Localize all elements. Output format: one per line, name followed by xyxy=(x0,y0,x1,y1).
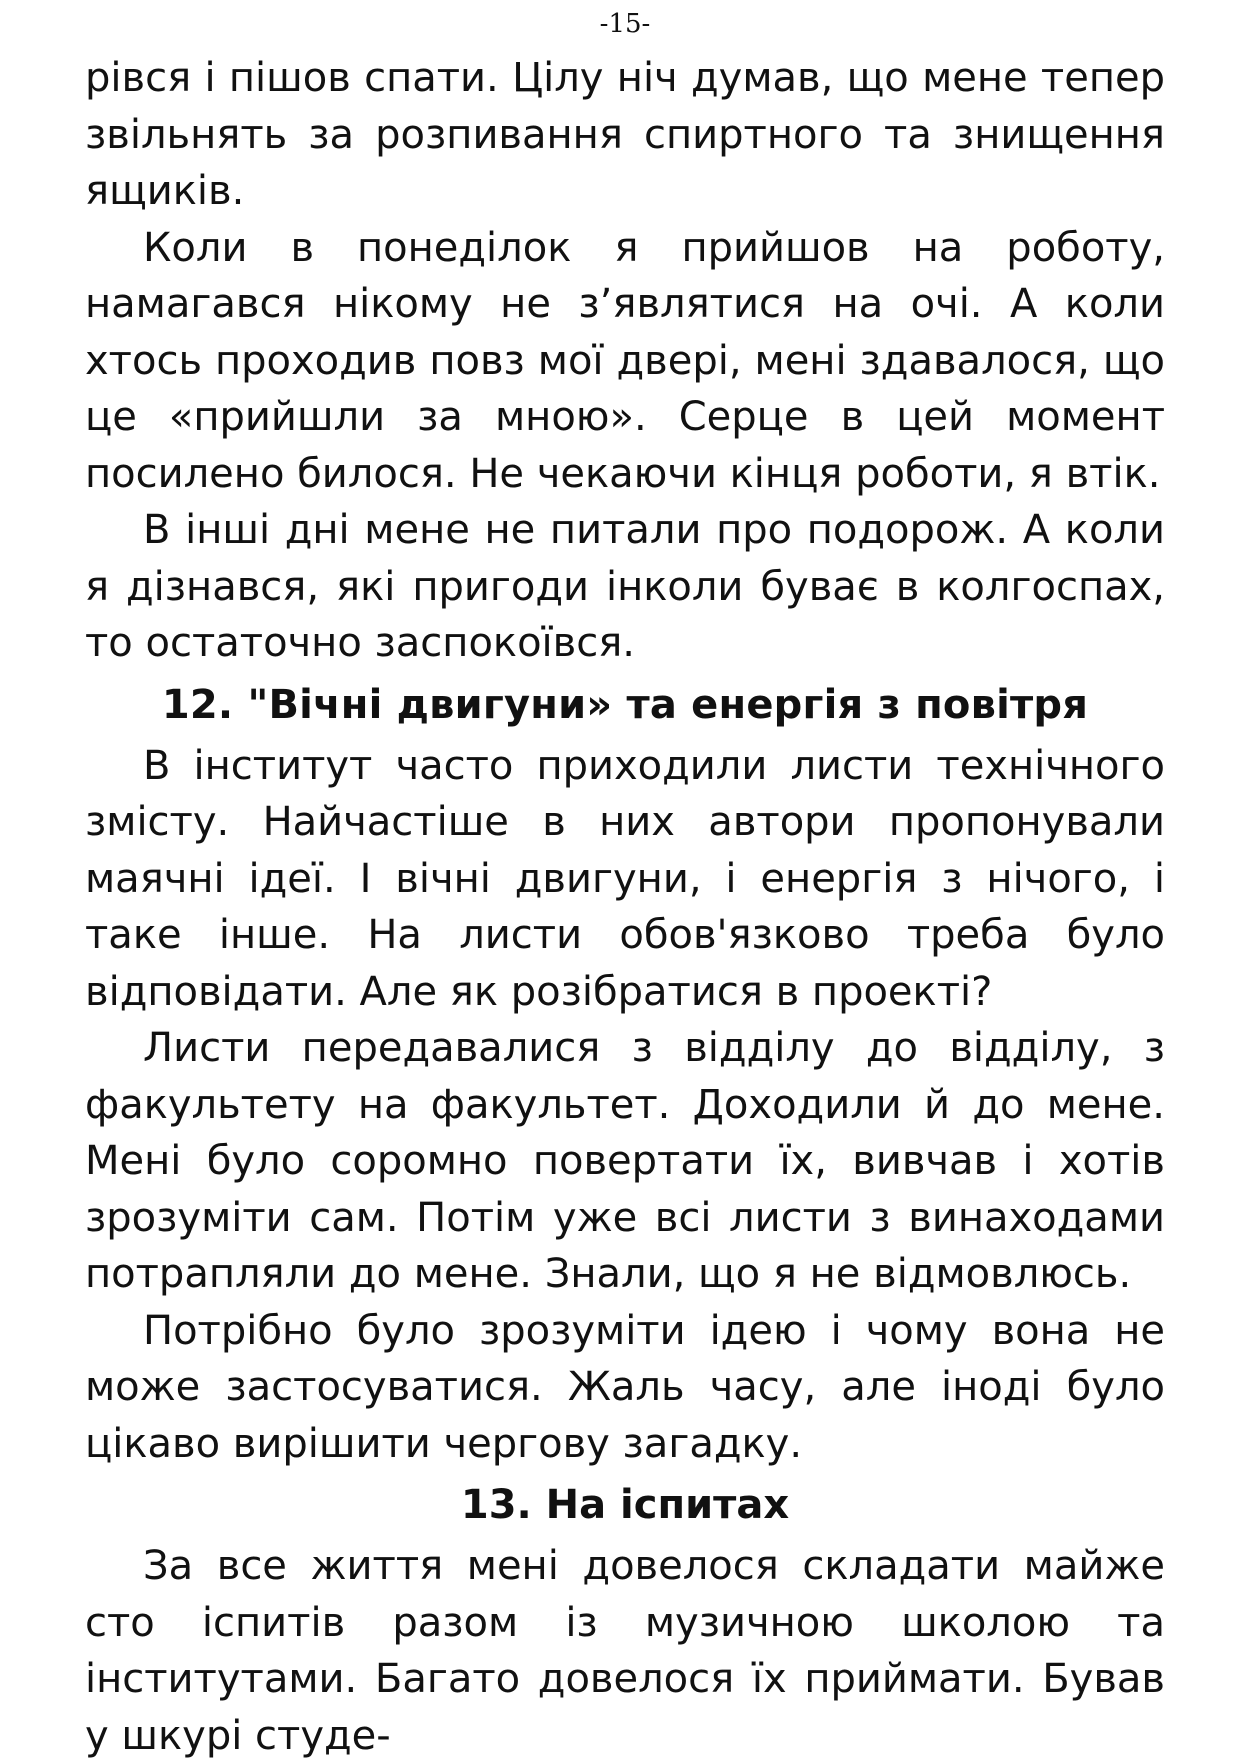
paragraph-1: рівся і пішов спати. Цілу ніч думав, що мене тепер звільнять за розпивання спиртного та знищення ящиків. xyxy=(85,55,1165,214)
paragraph-5: Листи передавалися з відділу до відділу, з факультету на факультет. Доходили й до мене. Мені було соромно повертати їх, вивчав і хотів зрозуміти сам. Потім уже всі листи з винаходами потрапляли до мене. Знали, що я не відмовлюсь. xyxy=(85,1025,1165,1297)
paragraph-4: В інститут часто приходили листи технічного змісту. Найчастіше в них автори пропонували маячні ідеї. І вічні двигуни, і енергія з нічого, і таке інше. На листи обов'язково треба було відповідати. Але як розібратися в проекті? xyxy=(85,742,1165,1015)
paragraph-3: В інші дні мене не питали про подорож. А коли я дізнався, які пригоди інколи буває в колгоспах, то остаточно заспокоївся. xyxy=(85,507,1165,666)
page-number: -15- xyxy=(599,9,651,39)
section-heading-13: 13. На іспитах xyxy=(460,1482,790,1528)
document-page xyxy=(85,6,1165,1764)
paragraph-7: За все життя мені довелося складати майже сто іспитів разом із музичною школою та інститутами. Багато довелося їх приймати. Бував у шкурі студе- xyxy=(85,1543,1165,1759)
paragraph-2: Коли в понеділок я прийшов на роботу, намагався нікому не з’являтися на очі. А коли хтось проходив повз мої двері, мені здавалося, що це «прийшли за мною». Серце в цей момент посилено билося. Не чекаючи кінця роботи, я втік. xyxy=(85,224,1165,497)
section-heading-12: 12. "Вічні двигуни» та енергія з повітря xyxy=(161,681,1089,728)
paragraph-6: Потрібно було зрозуміти ідею і чому вона не може застосуватися. Жаль часу, але іноді було цікаво вирішити чергову загадку. xyxy=(85,1307,1165,1467)
